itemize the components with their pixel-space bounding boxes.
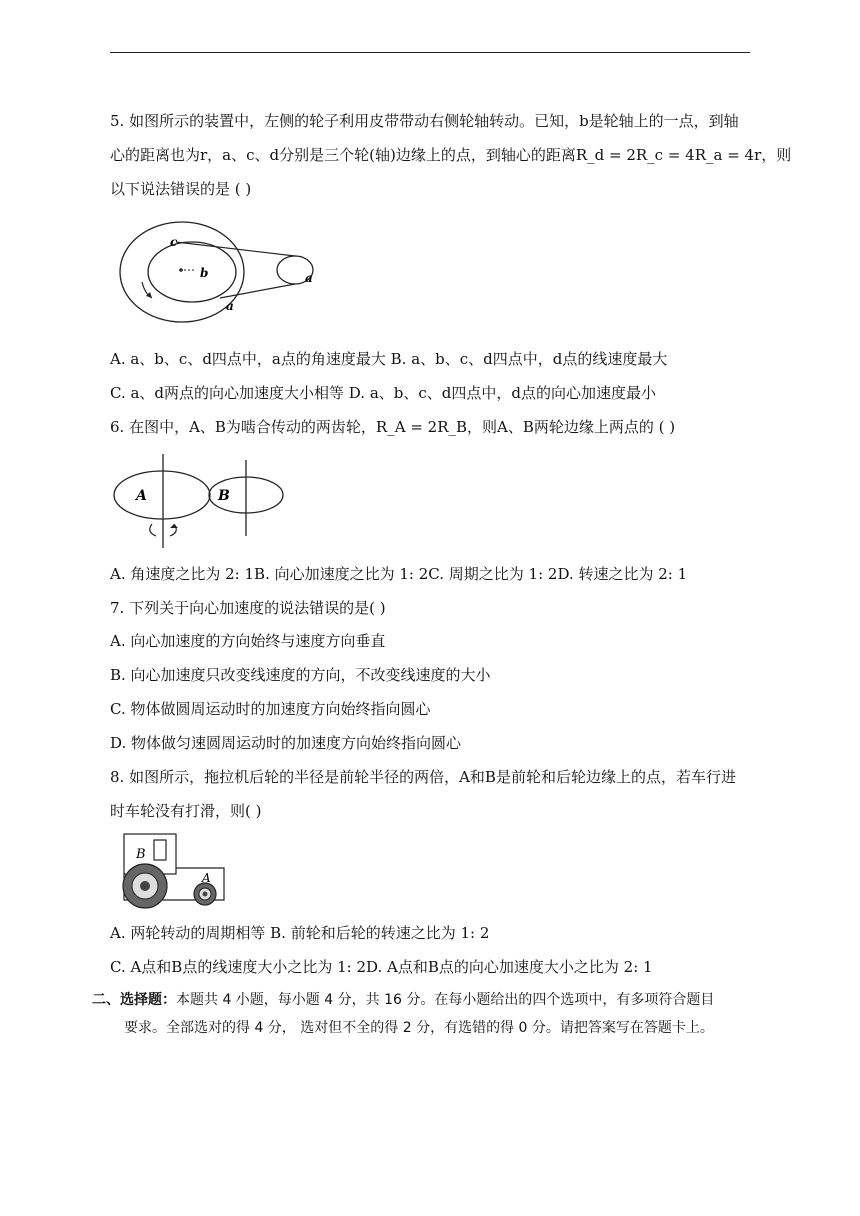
fig-label-B-rear: B — [136, 847, 146, 862]
q8-options-ab: A. 两轮转动的周期相等 B. 前轮和后轮的转速之比为 1: 2 — [110, 924, 490, 942]
q8-line2: 时车轮没有打滑，则( ) — [110, 802, 262, 820]
header-rule — [110, 52, 750, 53]
q5-line3: 以下说法错误的是 ( ) — [110, 180, 252, 198]
q6-gear-figure — [112, 452, 287, 550]
q7-option-a: A. 向心加速度的方向始终与速度方向垂直 — [110, 632, 386, 650]
q5-line2: 心的距离也为r，a、c、d分别是三个轮(轴)边缘上的点，到轴心的距离R_d = 2R_c = 4R_a = 4r，则 — [110, 146, 792, 164]
section2-heading: 二、选择题： — [92, 992, 176, 1008]
section2-line1 — [92, 988, 714, 1012]
section2-line2: 要求。全部选对的得 4 分， 选对但不全的得 2 分，有选错的得 0 分。请把答案写在答题卡上。 — [124, 1020, 714, 1036]
fig-label-a-big: a — [226, 299, 234, 313]
q8-line1: 8. 如图所示，拖拉机后轮的半径是前轮半径的两倍，A和B是前轮和后轮边缘上的点，若车行进 — [110, 768, 736, 786]
q6-options: A. 角速度之比为 2: 1B. 向心加速度之比为 1: 2C. 周期之比为 1: 2D. 转速之比为 2: 1 — [110, 565, 688, 583]
q8-options-cd: C. A点和B点的线速度大小之比为 1: 2D. A点和B点的向心加速度大小之比为 2: 1 — [110, 958, 653, 976]
q7-option-c: C. 物体做圆周运动时的加速度方向始终指向圆心 — [110, 700, 431, 718]
q5-options-cd: C. a、d两点的向心加速度大小相等 D. a、b、c、d四点中，d点的向心加速度最小 — [110, 384, 656, 402]
q8-tractor-figure — [112, 830, 230, 910]
fig-label-B: B — [218, 488, 230, 504]
fig-label-A-front: A — [202, 871, 211, 885]
fig-label-b: b — [200, 266, 209, 280]
tractor-window — [154, 840, 166, 860]
q5-options-ab: A. a、b、c、d四点中，a点的角速度最大 B. a、b、c、d四点中，d点的线速度最大 — [110, 350, 668, 368]
q7-option-b: B. 向心加速度只改变线速度的方向，不改变线速度的大小 — [110, 666, 491, 684]
q7-option-d: D. 物体做匀速圆周运动时的加速度方向始终指向圆心 — [110, 734, 462, 752]
gear-a — [114, 471, 210, 519]
q5-line1: 5. 如图所示的装置中，左侧的轮子利用皮带带动右侧轮轴转动。已知，b是轮轴上的一点，到轴 — [110, 112, 739, 130]
fig-label-c: c — [170, 235, 178, 249]
axle-wheel — [148, 242, 236, 302]
q5-belt-figure — [112, 218, 327, 330]
fig-label-a-small: a — [305, 271, 313, 285]
q6-line1: 6. 在图中，A、B为啮合传动的两齿轮，R_A = 2R_B，则A、B两轮边缘上两点的 ( ) — [110, 418, 676, 436]
fig-label-A: A — [136, 488, 147, 504]
q7-line1: 7. 下列关于向心加速度的说法错误的是( ) — [110, 599, 386, 617]
section2-text1: 本题共 4 小题，每小题 4 分，共 16 分。在每小题给出的四个选项中，有多项符合题目 — [176, 992, 715, 1008]
